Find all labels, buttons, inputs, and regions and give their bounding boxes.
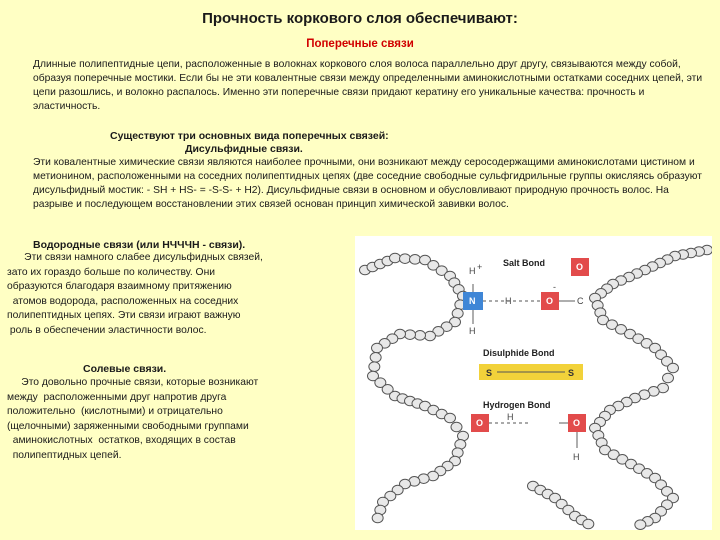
hydrogen-line: Эти связи намного слабее дисульфидных связей,: [7, 252, 263, 263]
cross-link-diagram: [355, 236, 712, 530]
hydrogen-line: роль в обеспечении эластичности волос.: [7, 324, 207, 336]
chain-bead: [583, 519, 594, 529]
types-heading: Существуют три основных вида поперечных связей:: [110, 130, 389, 142]
chain-bead: [635, 520, 646, 530]
hydrogen-bond-label: Hydrogen Bond: [483, 400, 551, 410]
salt-line: (щелочными) заряженными свободными группами: [7, 420, 249, 432]
sulfur-left: S: [486, 368, 493, 378]
oxygen-label: O: [573, 418, 581, 428]
chain-bead: [425, 331, 436, 341]
chain-bead: [663, 373, 674, 383]
chain-bead: [452, 309, 463, 319]
chain-bead: [445, 413, 456, 423]
chain-bead: [400, 254, 411, 264]
salt-minus-sign: -: [553, 282, 556, 292]
chain-bead: [370, 353, 381, 363]
disulfide-paragraph: Эти ковалентные химические связи являются наиболее прочными, они возникают между серосодержащими аминокислотами цистином и метионином, расположенными на соседних полипептидных цепях (две соседние свободные сульфгидрильные группы окисляясь образуют дисульфидный мостик: - SH + HS- = -S-S- + H2). Дисульфидные связи в основном и обусловливают природную прочность волос. На разрыве и последующем восстановлении этих связей основан принцип химической завивки волос.: [33, 157, 702, 210]
chain-bead: [372, 513, 383, 523]
hbond-h-bottom: H: [573, 452, 580, 462]
hydrogen-line: зато их гораздо больше по количеству. Они: [7, 266, 216, 278]
salt-line: положительно (кислотными) и отрицательно: [7, 406, 223, 417]
salt-line: аминокислотных остатков, входящих в состав: [7, 435, 236, 446]
salt-heading: Солевые связи.: [83, 363, 167, 375]
salt-h-top: H: [469, 266, 476, 276]
chain-bead: [668, 363, 679, 373]
salt-h-mid: H: [505, 296, 512, 306]
salt-h-bottom: H: [469, 326, 476, 336]
hydrogen-paragraph: [7, 251, 337, 338]
chain-bead: [415, 331, 426, 341]
oxygen-label: O: [576, 262, 584, 272]
slide-title: Прочность коркового слоя обеспечивают:: [202, 10, 518, 27]
cross-link-diagram-svg: [355, 236, 712, 530]
salt-bond-label: Salt Bond: [503, 258, 545, 268]
salt-line: между расположенными друг напротив друга: [7, 391, 227, 403]
nitrogen-label: N: [469, 296, 476, 306]
salt-line: полипептидных цепей.: [7, 449, 122, 461]
oxygen-label: O: [546, 296, 554, 306]
hydrogen-heading: Водородные связи (или НЧЧЧН - связи).: [33, 239, 246, 251]
carbon-label: C: [577, 296, 584, 306]
oxygen-label: O: [476, 418, 484, 428]
hbond-h-mid: H: [507, 412, 514, 422]
sulfur-right: S: [568, 368, 575, 378]
chain-bead: [372, 343, 383, 353]
chain-bead: [390, 253, 401, 263]
salt-plus-sign: +: [477, 262, 483, 272]
disulphide-bond-label: Disulphide Bond: [483, 348, 555, 358]
hydrogen-line: полипептидных цепях. Эти связи играют важную: [7, 310, 241, 321]
hydrogen-line: образуются благодаря взаимному притяжению: [7, 281, 232, 292]
salt-paragraph: [7, 376, 337, 463]
chain-bead: [451, 422, 462, 432]
chain-bead: [369, 362, 380, 372]
disulfide-heading: Дисульфидные связи.: [185, 143, 303, 155]
polypeptide-chains: [360, 245, 713, 529]
chain-bead: [405, 330, 416, 340]
salt-line: Это довольно прочные связи, которые возникают: [7, 377, 259, 388]
intro-paragraph: Длинные полипептидные цепи, расположенные в волокнах коркового слоя волоса параллельно друг другу, связываются между собой, образуя поперечные мостики. Если бы не эти ковалентные связи между определенными аминокислотными остатками соседних цепей, эти цепи разошлись, и волокно распалось. Именно эти поперечные связи придают кератину его уникальные качества: прочность и эластичность.: [33, 59, 703, 112]
hydrogen-line: атомов водорода, расположенных на соседних: [7, 295, 239, 307]
slide-subtitle: Поперечные связи: [306, 38, 414, 50]
chain-bead: [410, 255, 421, 265]
